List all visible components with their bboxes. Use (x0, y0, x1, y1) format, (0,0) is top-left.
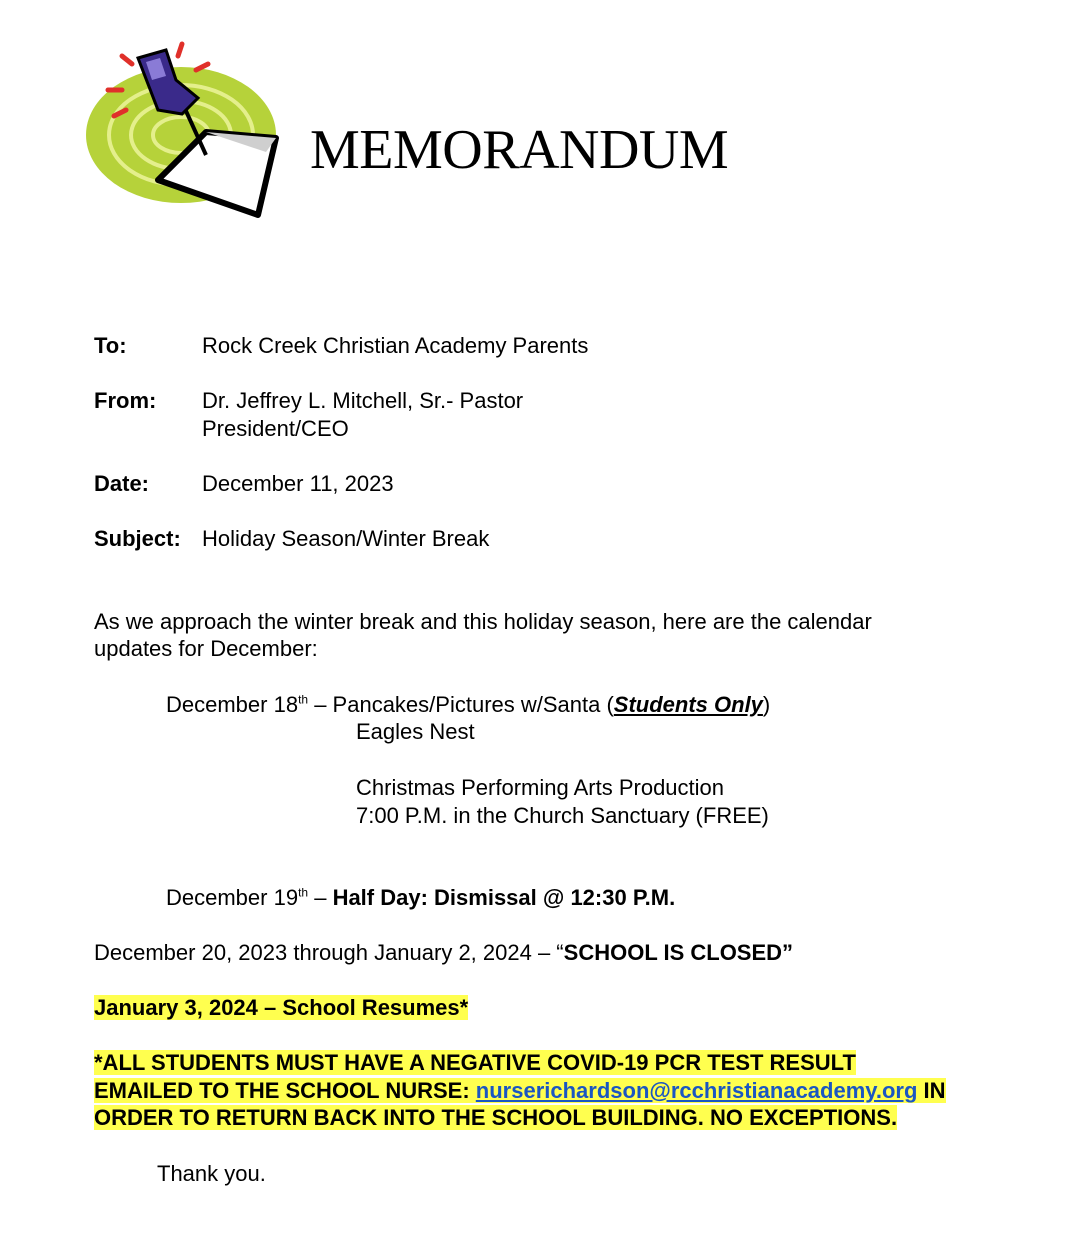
event-dec18 (166, 692, 770, 718)
closure-bold: SCHOOL IS CLOSED” (563, 940, 794, 965)
dec18-date: December 18 (166, 692, 299, 717)
notice-line3 (94, 1105, 897, 1131)
from-value-line1: Dr. Jeffrey L. Mitchell, Sr.- Pastor (202, 388, 524, 413)
dec19-date: December 19 (166, 885, 299, 910)
to-value: Rock Creek Christian Academy Parents (202, 333, 589, 358)
event-dec19 (166, 885, 675, 911)
notice-line2-suffix: IN (917, 1078, 946, 1103)
closure-text: December 20, 2023 through January 2, 2024 – “ (94, 940, 564, 965)
date-label: Date: (94, 471, 150, 496)
dec18-emphasis: Students Only (613, 692, 763, 717)
subject-label: Subject: (94, 526, 181, 551)
dec19-sup: th (298, 885, 309, 900)
to-label: To: (94, 333, 127, 358)
closing-text: Thank you. (157, 1161, 266, 1186)
notice-line2 (94, 1078, 946, 1104)
intro-line1: As we approach the winter break and this holiday season, here are the calendar (94, 609, 872, 634)
dec19-dash: – (308, 885, 333, 910)
date-value: December 11, 2023 (202, 471, 394, 496)
dec18-close: ) (762, 692, 771, 717)
dec18-text: – Pancakes/Pictures w/Santa ( (308, 692, 614, 717)
dec18-location: Eagles Nest (356, 719, 475, 744)
dec18-event2: Christmas Performing Arts Production (356, 775, 725, 800)
from-label: From: (94, 388, 157, 413)
subject-value: Holiday Season/Winter Break (202, 526, 490, 551)
resume-text: January 3, 2024 – School Resumes* (94, 995, 469, 1020)
dec18-event2-detail: 7:00 P.M. in the Church Sanctuary (FREE) (356, 803, 769, 828)
dec18-sup: th (298, 692, 309, 707)
closure-line (94, 940, 793, 966)
resume-line (94, 995, 468, 1021)
notice-line2-prefix: EMAILED TO THE SCHOOL NURSE: (94, 1078, 476, 1103)
nurse-email-link[interactable]: nurserichardson@rcchristianacademy.org (475, 1078, 918, 1103)
notice-line1-text: *ALL STUDENTS MUST HAVE A NEGATIVE COVID-19 PCR TEST RESULT (94, 1050, 856, 1075)
dec19-text: Half Day: Dismissal @ 12:30 P.M. (332, 885, 676, 910)
intro-line2: updates for December: (94, 636, 318, 661)
notice-line3-text: ORDER TO RETURN BACK INTO THE SCHOOL BUILDING. NO EXCEPTIONS. (94, 1105, 898, 1130)
from-value-line2: President/CEO (202, 416, 349, 441)
memo-title: MEMORANDUM (310, 119, 729, 181)
memo-pushpin-logo (86, 40, 286, 220)
notice-line1 (94, 1050, 856, 1076)
